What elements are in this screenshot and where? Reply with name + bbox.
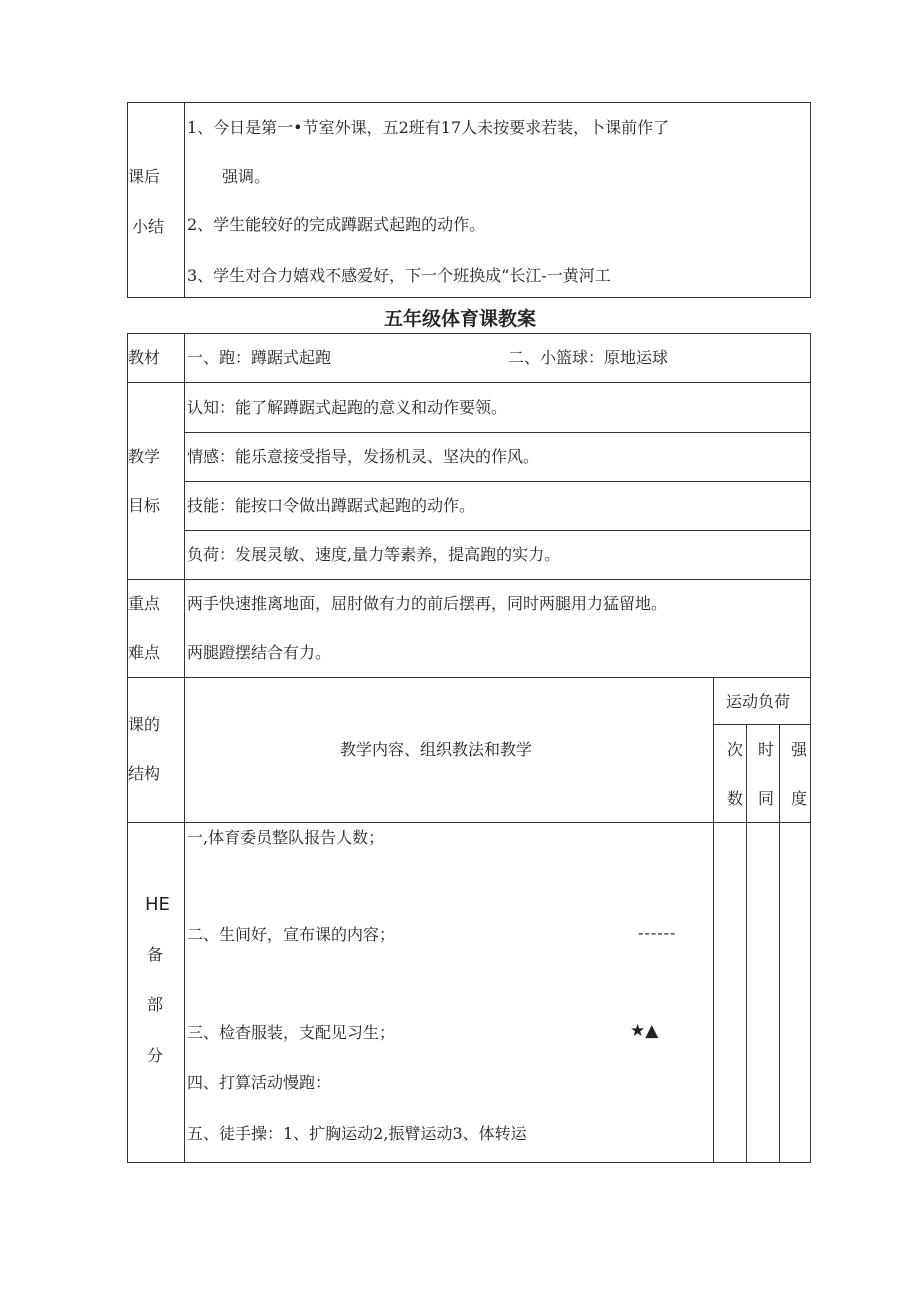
goals-label-line2: 目标 [128,496,161,515]
table-border [810,333,811,1162]
prep-item-4: 四、打算活动慢跑： [187,1073,332,1092]
table-border [127,822,811,823]
summary-line-1: 1、今日是第一•节室外课，五2班有17人未按要求若装，卜课前作了 [187,118,670,137]
table-border [184,530,811,531]
table-border [746,724,747,1162]
formation-mark: ------ [638,923,677,942]
structure-label-line2: 结构 [128,764,161,783]
prep-label-line1: HE [145,894,170,915]
table-border [127,677,811,678]
prep-item-5: 五、徒手操：1、扩胸运动2,振臂运动3、体转运 [187,1124,527,1143]
prep-label-line3: 部 [147,995,164,1014]
table-border [779,724,780,1162]
table-border [127,297,811,298]
col-time-line1: 时 [758,740,775,759]
keypoints-label-line2: 难点 [128,643,161,662]
prep-item-3: 三、检杳服装，支配见习生； [187,1023,396,1042]
goal-emotional: 情感：能乐意接受指导，发扬机灵、坚决的作风。 [187,447,540,466]
table-border [184,432,811,433]
table-border [810,102,811,297]
goal-cognitive: 认知：能了解蹲踞式起跑的意义和动作要领。 [187,398,508,417]
col-count-line2: 数 [727,789,744,808]
table-border [184,102,185,297]
col-intensity-line1: 强 [791,740,808,759]
col-intensity-line2: 度 [791,789,808,808]
table-border [713,724,811,725]
keypoints-label-line1: 重点 [128,594,161,613]
load-header: 运动负荷 [726,692,791,711]
table-border [127,102,811,103]
col-time-line2: 同 [758,789,775,808]
summary-line-3: 2、学生能较好的完成蹲踞式起跑的动作。 [187,215,486,234]
key-point-text: 两手快速推离地面，屈肘做有力的前后摆再，同时两腿用力猛留地。 [187,594,668,613]
page-title: 五年级体育课教案 [383,308,536,330]
table-border [184,481,811,482]
materials-label: 教材 [128,348,161,367]
table-border [184,333,185,1162]
content-header: 教学内容、组织教法和教学 [340,740,533,759]
goals-label-line1: 教学 [128,447,161,466]
materials-item-1: 一、跑：蹲踞式起跑 [187,348,332,367]
summary-label-line1: 课后 [128,167,161,186]
table-border [127,333,811,334]
table-border [127,579,811,580]
summary-line-4: 3、学生对合力嬉戏不感爱好，下一个班换成“长江-一黄河工 [187,266,611,285]
table-border [127,1162,811,1163]
prep-item-1: 一,体育委员整队报告人数； [187,828,385,847]
goal-load: 负荷：发展灵敏、速度,量力等素养，提高跑的实力。 [187,545,561,564]
table-border [127,382,811,383]
difficult-point-text: 两腿蹬摆结合有力。 [187,643,332,662]
prep-label-line2: 备 [147,945,164,964]
summary-line-2: 强调。 [222,167,271,186]
prep-item-2: 二、生间好，宣布课的内容； [187,925,396,944]
table-border [713,677,714,1162]
star-triangle-icon: ★▲ [630,1021,659,1041]
structure-label-line1: 课的 [128,715,161,734]
prep-label-line4: 分 [147,1046,164,1065]
goal-skill: 技能：能按口令做出蹲踞式起跑的动作。 [187,496,476,515]
materials-item-2: 二、小篮球：原地运球 [508,348,669,367]
table-border [127,102,128,297]
col-count-line1: 次 [727,740,744,759]
summary-label-line2: 小结 [132,217,165,236]
